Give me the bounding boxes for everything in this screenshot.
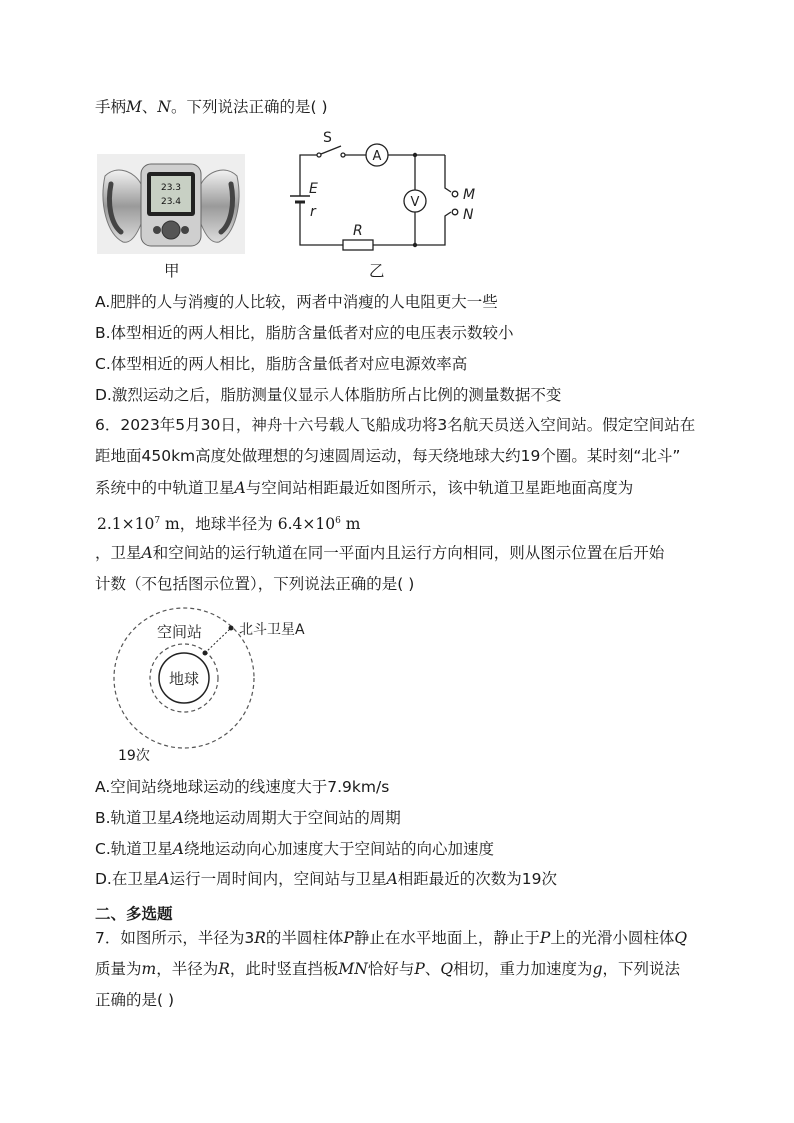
q6-line-5-post: 和空间站的运行轨道在同一平面内且运行方向相同，则从图示位置在后开始	[152, 544, 665, 562]
resistor-label: R	[353, 223, 363, 239]
terminal-m	[452, 191, 458, 197]
height-unit: m	[165, 515, 180, 534]
q6-line-3-post: 与空间站相距最近如图所示，该中轨道卫星距地面高度为	[245, 479, 634, 497]
junction-bottom	[413, 243, 417, 247]
q6-option-d-post: 相距最近的次数为19次	[397, 870, 558, 888]
q7-l2-m: m	[141, 960, 157, 978]
device-button-left	[153, 226, 161, 234]
q7-l1-part1: 7．如图所示，半径为3	[95, 929, 255, 947]
switch-blade	[321, 146, 341, 154]
radius-coefficient: 6.4×10	[277, 515, 336, 534]
terminal-n-label: N	[463, 207, 474, 223]
wire-left-bottom	[300, 202, 343, 245]
q7-l2-part2: ，半径为	[156, 960, 219, 978]
q7-l2-part5: 、	[424, 960, 441, 978]
voltmeter-label: V	[410, 195, 420, 210]
q6-option-c-pre: C.轨道卫星	[95, 840, 173, 858]
wire-to-terminal-m	[445, 155, 451, 192]
internal-resistance-label: r	[310, 204, 316, 220]
q6-option-c-post: 绕地运动向心加速度大于空间站的向心加速度	[183, 840, 494, 858]
q6-option-a: A.空间站绕地球运动的线速度大于7.9km/s	[95, 778, 390, 796]
q6-line-5-a: A	[141, 544, 153, 562]
lcd-top-reading: 23.3	[160, 183, 182, 193]
figure-yi-caption: 乙	[369, 262, 385, 280]
body-fat-meter-figure	[97, 154, 245, 254]
q6-line-6: 计数（不包括图示位置），下列说法正确的是( )	[95, 575, 415, 593]
q7-l1-part4: 上的光滑小圆柱体	[550, 929, 675, 947]
q7-l1-part3: 静止在水平地面上，静止于	[353, 929, 540, 947]
height-coefficient: 2.1×10	[97, 515, 155, 534]
q5-option-c: C.体型相近的两人相比，脂肪含量低者对应电源效率高	[95, 355, 468, 373]
beidou-label: 北斗卫星A	[239, 622, 305, 638]
q5-stem-sep: 、	[141, 98, 158, 116]
q6-option-d-mid: 运行一周时间内，空间站与卫星	[169, 870, 387, 888]
q7-l1-part2: 的半圆柱体	[265, 929, 344, 947]
circuit-diagram	[285, 126, 495, 254]
q5-stem	[95, 97, 328, 117]
wire-left-top	[300, 155, 317, 184]
q7-l2-part6: 相切，重力加速度为	[453, 960, 593, 978]
earth-label: 地球	[168, 670, 200, 688]
q6-option-b	[95, 808, 401, 828]
resistor-symbol	[343, 240, 373, 250]
q6-formula-line	[97, 511, 360, 534]
q7-l1-r: R	[254, 929, 266, 947]
q5-stem-post: 。下列说法正确的是( )	[170, 98, 328, 116]
q6-line-5-pre: ，卫星	[95, 544, 142, 562]
q5-option-d: D.激烈运动之后，脂肪测量仪显示人体脂肪所占比例的测量数据不变	[95, 386, 562, 404]
orbit-count-label: 19次	[118, 748, 150, 764]
device-button-right	[181, 226, 189, 234]
radius-unit: m	[345, 515, 361, 534]
height-exponent: 7	[154, 516, 161, 526]
orbit-figure	[105, 606, 335, 756]
q7-l2-g: g	[592, 960, 603, 978]
q5-stem-m: M	[126, 98, 142, 116]
emf-label: E	[309, 181, 318, 197]
beidou-dot	[229, 626, 234, 631]
ammeter-label: A	[372, 149, 382, 164]
station-label: 空间站	[157, 623, 203, 641]
q6-option-c	[95, 839, 494, 859]
q6-option-d-a: A	[158, 870, 170, 888]
switch-pivot	[317, 153, 321, 157]
switch-contact	[341, 153, 345, 157]
q7-line-3: 正确的是( )	[95, 991, 175, 1009]
q7-l2-p: P	[414, 960, 425, 978]
q6-line-2: 距地面450km高度处做理想的匀速圆周运动，每天绕地球大约19个圈。某时刻“北斗”	[95, 447, 681, 465]
q7-l2-part1: 质量为	[95, 960, 142, 978]
switch-label: S	[323, 130, 332, 146]
junction-top	[413, 153, 417, 157]
radius-exponent: 6	[335, 516, 341, 526]
q5-option-b: B.体型相近的两人相比，脂肪含量低者对应的电压表示数较小	[95, 324, 514, 342]
terminal-n	[452, 209, 458, 215]
q7-l2-r: R	[218, 960, 230, 978]
q6-line-3	[95, 478, 633, 498]
q7-l2-q: Q	[440, 960, 454, 978]
q7-l1-p: P	[343, 929, 354, 947]
q5-stem-n: N	[157, 98, 171, 116]
q6-option-b-a: A	[172, 809, 184, 827]
q6-option-b-pre: B.轨道卫星	[95, 809, 173, 827]
q7-line-2	[95, 959, 680, 979]
formula-mid-text: ，地球半径为	[179, 515, 273, 534]
q7-line-1	[95, 928, 687, 948]
alignment-line	[205, 628, 231, 653]
wire-to-terminal-n	[415, 212, 451, 245]
q6-option-d-pre: D.在卫星	[95, 870, 159, 888]
lcd-bottom-reading: 23.4	[160, 197, 182, 207]
q6-line-3-pre: 系统中的中轨道卫星	[95, 479, 235, 497]
device-button	[162, 221, 180, 239]
terminal-m-label: M	[463, 187, 476, 203]
q7-l2-mn: MN	[338, 960, 368, 978]
q7-l2-part4: 恰好与	[367, 960, 415, 978]
q6-option-d-a2: A	[386, 870, 398, 888]
q7-l1-p2: P	[539, 929, 551, 947]
figure-jia-caption: 甲	[164, 262, 180, 280]
q6-line-3-a: A	[234, 479, 246, 497]
q7-l2-part7: ，下列说法	[602, 960, 681, 978]
q7-l1-q: Q	[674, 929, 688, 947]
q6-option-c-a: A	[172, 840, 184, 858]
q7-l2-part3: ，此时竖直挡板	[229, 960, 339, 978]
q6-line-1: 6．2023年5月30日，神舟十六号载人飞船成功将3名航天员送入空间站。假定空间站在	[95, 416, 696, 434]
q5-option-a: A.肥胖的人与消瘦的人比较，两者中消瘦的人电阻更大一些	[95, 293, 498, 311]
q6-line-5	[95, 543, 664, 563]
section-heading: 二、多选题	[95, 905, 173, 923]
q6-option-b-post: 绕地运动周期大于空间站的周期	[183, 809, 401, 827]
station-dot	[203, 651, 208, 656]
q6-option-d	[95, 869, 557, 889]
q5-stem-text: 手柄	[95, 98, 127, 116]
